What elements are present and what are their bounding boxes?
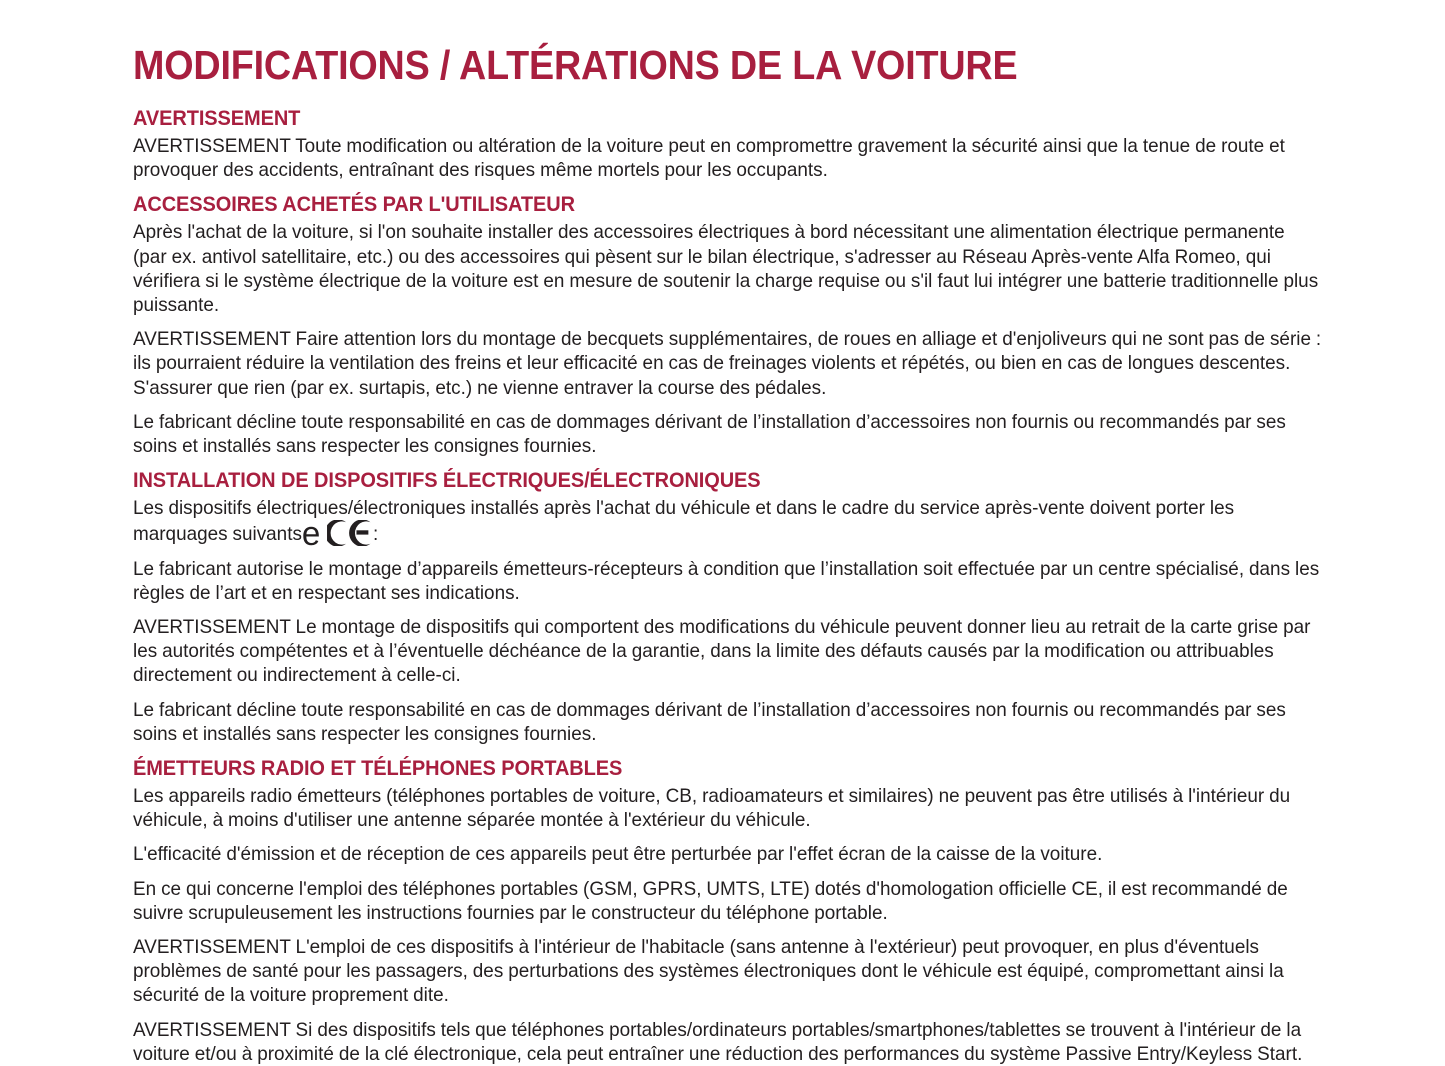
paragraph-telephones-homologation: En ce qui concerne l'emploi des téléphones portables (GSM, GPRS, UMTS, LTE) dotés d'homologation officielle CE, il est recommandé de suivre scrupuleusement les instructions fournies par le constructeur du téléphone portable. [133,877,1288,924]
paragraph-marquages [133,496,1322,554]
section-heading-accessoires: ACCESSOIRES ACHETÉS PAR L'UTILISATEUR [133,192,575,217]
paragraph-carte-grise: AVERTISSEMENT Le montage de dispositifs qui comportent des modifications du véhicule peuvent donner lieu au retrait de la carte grise par les autorités compétentes et à l’éventuelle déchéance de la garantie, dans la limite des défauts causés par la modification ou attribuables directement ou indirectement à celle-ci. [133,616,1311,687]
ce-mark-icon [327,520,372,546]
e-mark-icon: e [301,515,321,554]
page-title: MODIFICATIONS / ALTÉRATIONS DE LA VOITURE [133,42,1018,88]
section-heading-avertissement: AVERTISSEMENT [133,106,301,130]
section-heading-installation-dispositifs: INSTALLATION DE DISPOSITIFS ÉLECTRIQUES/ÉLECTRONIQUES [133,468,761,493]
paragraph-accessoires-becquets: AVERTISSEMENT Faire attention lors du montage de becquets supplémentaires, de roues en alliage et d'enjoliveurs qui ne sont pas de série : ils pourraient réduire la ventilation des freins et leur efficacité en cas de freinages violents et répétés, ou bien en cas de longues descentes. S'assurer que rien (par ex. surtapis, etc.) ne vienne entraver la course des pédales. [133,328,1322,399]
paragraph-emploi-habitacle: AVERTISSEMENT L'emploi de ces dispositifs à l'intérieur de l'habitacle (sans antenne à l'extérieur) peut provoquer, en plus d'éventuels problèmes de santé pour les passagers, des perturbations des systèmes électroniques dont le véhicule est équipé, compromettant ainsi la sécurité de la voiture proprement dite. [133,936,1284,1007]
paragraph-efficacite-emission: L'efficacité d'émission et de réception de ces appareils peut être perturbée par l'effet écran de la caisse de la voiture. [133,843,1103,866]
paragraph-passive-entry: AVERTISSEMENT Si des dispositifs tels que téléphones portables/ordinateurs portables/smartphones/tablettes se trouvent à l'intérieur de la voiture et/ou à proximité de la clé électronique, cela peut entraîner une réduction des performances du système Passive Entry/Keyless Start. [133,1018,1303,1065]
section-heading-emetteurs-radio: ÉMETTEURS RADIO ET TÉLÉPHONES PORTABLES [133,756,623,781]
marquages-text-after: : [373,523,379,546]
marquages-text-before: Les dispositifs électriques/électroniques installés après l'achat du véhicule et dans le cadre du service après-vente doivent porter les marquages suivants [133,497,1235,546]
paragraph-installation-responsabilite: Le fabricant décline toute responsabilité en cas de dommages dérivant de l’installation d’accessoires non fournis ou recommandés par ses soins et installés sans respecter les consignes fournies. [133,698,1286,745]
paragraph-avertissement-general: AVERTISSEMENT Toute modification ou altération de la voiture peut en compromettre gravement la sécurité ainsi que la tenue de route et provoquer des accidents, entraînant des risques même mortels pour les occupants. [133,135,1285,182]
paragraph-accessoires-responsabilite: Le fabricant décline toute responsabilité en cas de dommages dérivant de l’installation d’accessoires non fournis ou recommandés par ses soins et installés sans respecter les consignes fournies. [133,410,1286,458]
paragraph-appareils-radio: Les appareils radio émetteurs (téléphones portables de voiture, CB, radioamateurs et similaires) ne peuvent pas être utilisés à l'intérieur du véhicule, à moins d'utiliser une antenne séparée montée à l'extérieur du véhicule. [133,785,1291,832]
paragraph-emetteurs-recepteurs: Le fabricant autorise le montage d’appareils émetteurs-récepteurs à condition que l’installation soit effectuée par un centre spécialisé, dans les règles de l’art et en respectant ses indications. [133,557,1320,604]
paragraph-accessoires-achat: Après l'achat de la voiture, si l'on souhaite installer des accessoires électriques à bord nécessitant une alimentation électrique permanente (par ex. antivol satellitaire, etc.) ou des accessoires qui pèsent sur le bilan électrique, s'adresser au Réseau Après-vente Alfa Romeo, qui vérifiera si le système électrique de la voiture est en mesure de soutenir la charge requise ou s'il faut lui intégrer une batterie traditionnelle plus puissante. [133,221,1319,317]
